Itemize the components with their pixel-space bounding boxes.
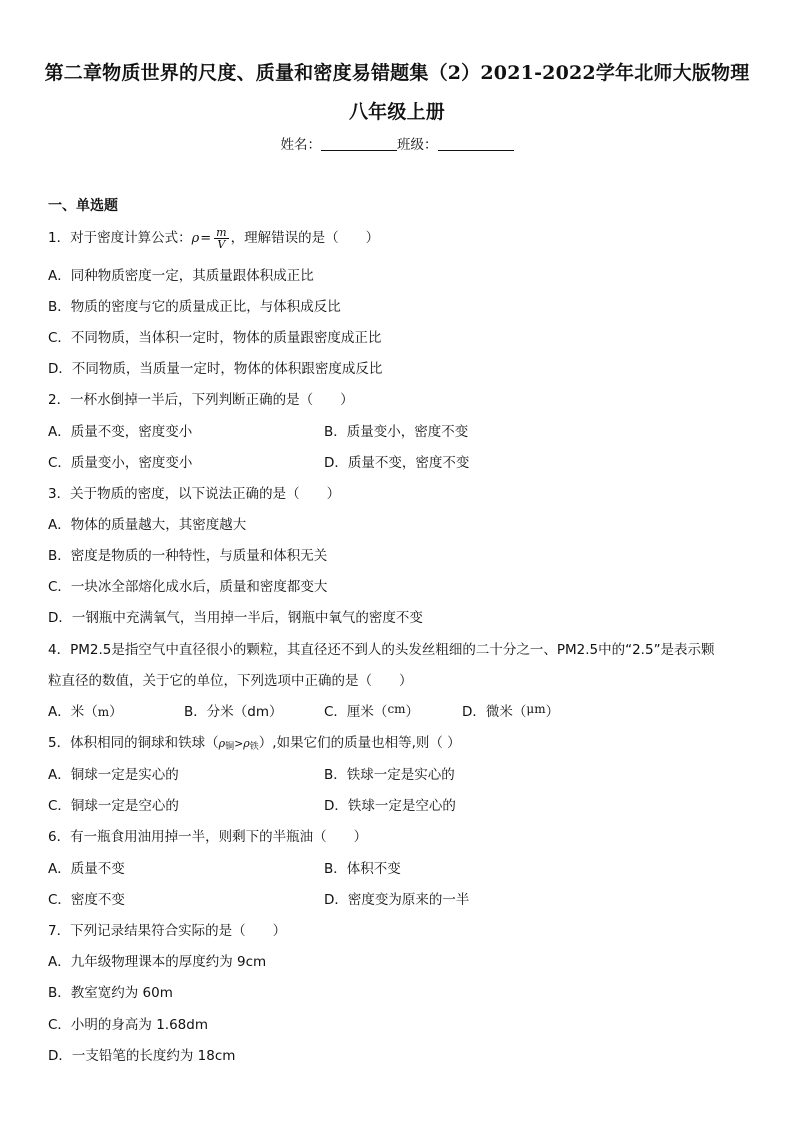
q4-option-b[interactable]: [184, 700, 282, 720]
density-compare-formula: [219, 735, 259, 751]
question-5-stem: [48, 731, 461, 752]
name-label: 姓名：: [280, 137, 321, 153]
formula-greater-than: >: [234, 737, 244, 750]
q4-option-c-label: C．厘米（: [324, 704, 388, 720]
q2-option-d[interactable]: D．质量不变，密度不变: [324, 455, 470, 471]
q5-option-c[interactable]: C．铜球一定是空心的: [48, 798, 179, 814]
q5-option-a[interactable]: A．铜球一定是实心的: [48, 767, 179, 783]
formula-rho-iron: ρ: [243, 737, 250, 750]
q4-option-a-label: A．米（: [48, 704, 98, 720]
q1-option-c[interactable]: C．不同物质，当体积一定时，物体的质量跟密度成正比: [48, 330, 382, 346]
formula-equals: =: [200, 231, 212, 246]
q3-option-c[interactable]: C．一块冰全部熔化成水后，质量和密度都变大: [48, 579, 328, 595]
q7-option-a[interactable]: A．九年级物理课本的厚度约为 9cm: [48, 954, 267, 970]
formula-rho: ρ: [191, 231, 200, 246]
q1-option-b[interactable]: B．物质的密度与它的质量成正比，与体积成反比: [48, 299, 341, 315]
q4-option-a-unit: m: [97, 705, 110, 719]
question-7-stem: 7．下列记录结果符合实际的是（ ）: [48, 923, 287, 939]
q5-stem-suffix: ）,如果它们的质量也相等,则（ ）: [258, 735, 461, 751]
q5-option-d[interactable]: D．铁球一定是空心的: [324, 798, 456, 814]
q1-option-a[interactable]: A．同种物质密度一定，其质量跟体积成正比: [48, 268, 314, 284]
q2-option-c[interactable]: C．质量变小，密度变小: [48, 455, 193, 471]
q3-option-b[interactable]: B．密度是物质的一种特性，与质量和体积无关: [48, 548, 328, 564]
formula-numerator: m: [216, 225, 227, 239]
q4-option-d[interactable]: [462, 700, 559, 720]
q4-option-a[interactable]: [48, 700, 123, 720]
q6-option-a[interactable]: A．质量不变: [48, 861, 125, 877]
q3-option-a[interactable]: A．物体的质量越大，其密度越大: [48, 517, 247, 533]
question-6-stem: 6．有一瓶食用油用掉一半，则剩下的半瓶油（ ）: [48, 829, 368, 845]
q6-option-d[interactable]: D．密度变为原来的一半: [324, 892, 470, 908]
q5-option-b[interactable]: B．铁球一定是实心的: [324, 767, 455, 783]
q1-stem-prefix: 1．对于密度计算公式：: [48, 230, 192, 246]
section-title: 一、单选题: [48, 198, 118, 214]
q4-option-c-unit: cm: [387, 702, 406, 716]
q7-option-c[interactable]: C．小明的身高为 1.68dm: [48, 1017, 208, 1033]
formula-sub-iron: 铁: [249, 742, 259, 752]
q4-option-d-unit: μm: [526, 702, 546, 716]
q2-option-a[interactable]: A．质量不变，密度变小: [48, 424, 193, 440]
formula-sub-copper: 铜: [225, 742, 235, 752]
q4-option-c[interactable]: [324, 700, 419, 720]
document-title-line1: 第二章物质世界的尺度、质量和密度易错题集（2）2021-2022学年北师大版物理: [44, 62, 750, 84]
name-blank[interactable]: [321, 136, 397, 151]
q4-option-c-end: ）: [405, 704, 420, 720]
question-4-stem-line2: 粒直径的数值，关于它的单位，下列选项中正确的是（ ）: [48, 673, 413, 689]
formula-fraction: [214, 227, 228, 250]
q6-option-b[interactable]: B．体积不变: [324, 861, 401, 877]
q3-option-d[interactable]: D．一钢瓶中充满氧气，当用掉一半后，钢瓶中氧气的密度不变: [48, 610, 423, 626]
class-blank[interactable]: [438, 136, 514, 151]
q2-option-b[interactable]: B．质量变小，密度不变: [324, 424, 469, 440]
density-formula: [191, 225, 231, 251]
formula-rho-copper: ρ: [218, 737, 226, 750]
q4-option-d-label: D．微米（: [462, 704, 527, 720]
question-1-stem: [48, 226, 379, 250]
question-2-stem: 2．一杯水倒掉一半后，下列判断正确的是（ ）: [48, 392, 354, 408]
q4-option-d-end: ）: [545, 704, 560, 720]
question-3-stem: 3．关于物质的密度，以下说法正确的是（ ）: [48, 486, 341, 502]
q4-option-a-end: ）: [109, 704, 123, 720]
q6-option-c[interactable]: C．密度不变: [48, 892, 125, 908]
student-info: [0, 133, 794, 153]
question-4-stem-line1: 4．PM2.5是指空气中直径很小的颗粒，其直径还不到人的头发丝粗细的二十分之一、PM2.5中的“2.5”是表示颗: [48, 642, 715, 658]
q1-stem-suffix: ，理解错误的是（ ）: [230, 230, 380, 246]
q1-option-d[interactable]: D．不同物质，当质量一定时，物体的体积跟密度成反比: [48, 361, 383, 377]
q7-option-d[interactable]: D．一支铅笔的长度约为 18cm: [48, 1048, 236, 1064]
formula-denominator: V: [217, 237, 226, 251]
document-title-line2: 八年级上册: [348, 101, 445, 123]
q5-stem-prefix: 5．体积相同的铜球和铁球（: [48, 735, 219, 751]
class-label: 班级：: [397, 137, 438, 153]
q4-option-b-label: B．分米（dm）: [184, 704, 283, 720]
q7-option-b[interactable]: B．教室宽约为 60m: [48, 985, 173, 1001]
